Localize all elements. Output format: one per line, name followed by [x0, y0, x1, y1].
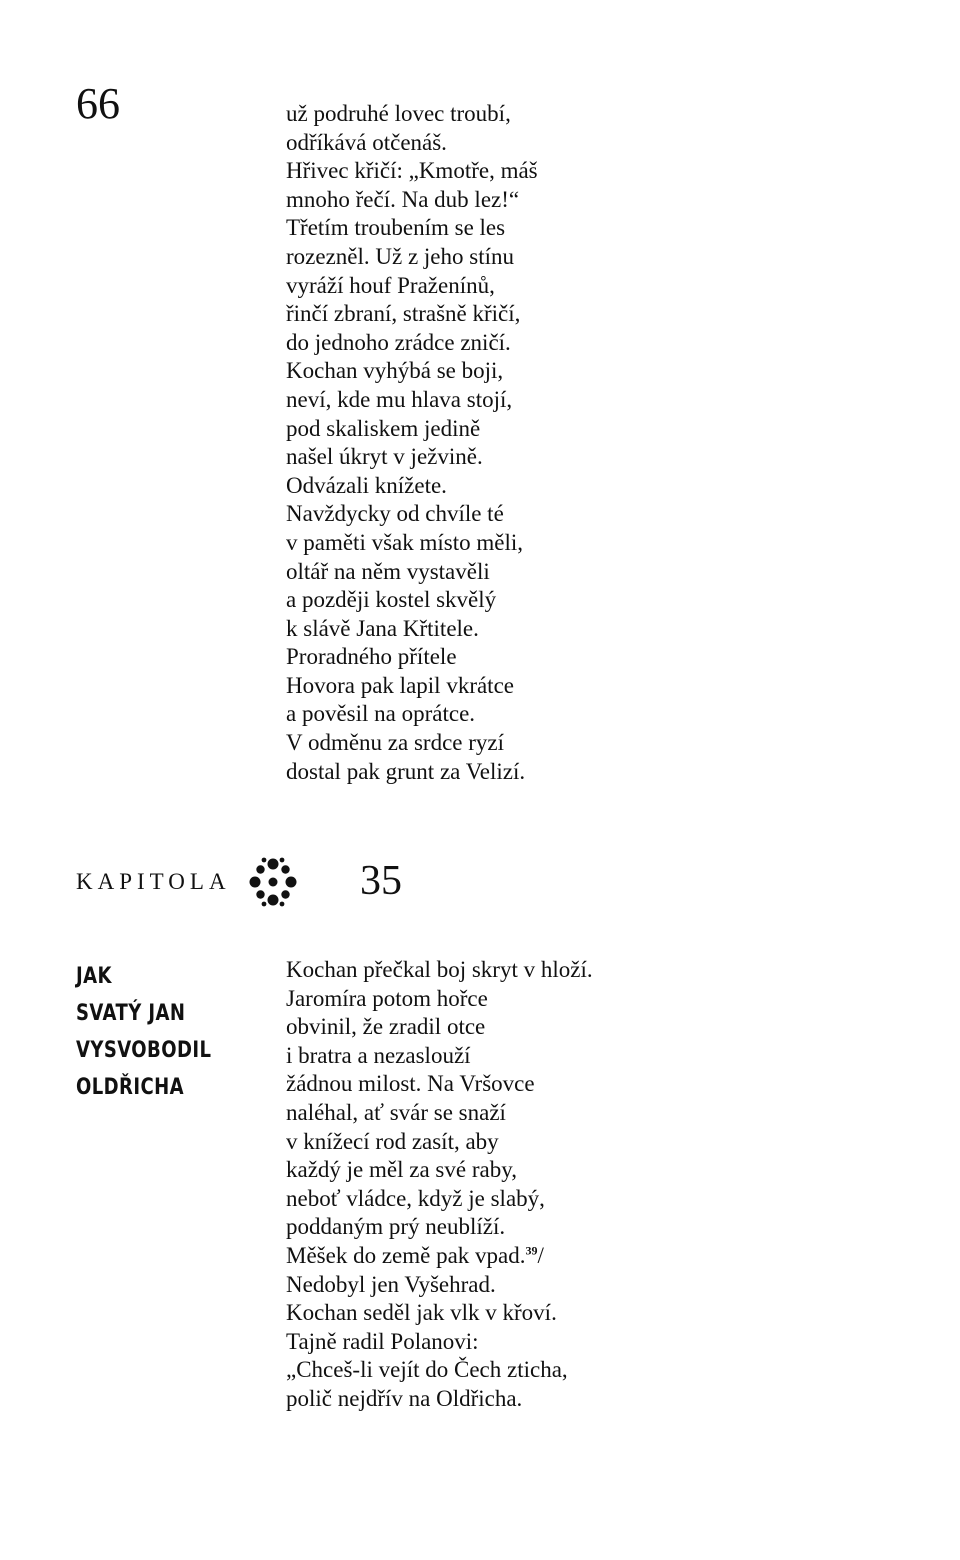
- verse-line: řinčí zbraní, strašně křičí,: [286, 301, 521, 327]
- verse-line: neví, kde mu hlava stojí,: [286, 386, 513, 412]
- chapter-title-line: SVATÝ JAN: [76, 1001, 186, 1026]
- chapter-heading: [76, 852, 299, 912]
- verse-line: Nedobyl jen Vyšehrad.: [286, 1271, 496, 1297]
- verse-block-bottom: [286, 956, 593, 1414]
- verse-line: Třetím troubením se les: [286, 215, 506, 241]
- verse-line: obvinil, že zradil otce: [286, 1014, 486, 1040]
- chapter-title-line: VYSVOBODIL: [76, 1038, 212, 1063]
- verse-line: naléhal, ať svár se snaží: [286, 1099, 506, 1125]
- verse-line: mnoho řečí. Na dub lez!“: [286, 186, 520, 212]
- verse-line: odříkává otčenáš.: [286, 129, 447, 155]
- verse-line: každý je měl za své raby,: [286, 1157, 517, 1183]
- verse-line: Hovora pak lapil vkrátce: [286, 672, 514, 698]
- verse-line: a pověsil na oprátce.: [286, 701, 476, 727]
- verse-line: Tajně radil Polanovi:: [286, 1328, 479, 1354]
- verse-line: rozezněl. Už z jeho stínu: [286, 243, 514, 269]
- verse-line: neboť vládce, když je slabý,: [286, 1185, 545, 1211]
- verse-line: Kochan seděl jak vlk v křoví.: [286, 1300, 557, 1326]
- verse-line: Kochan přečkal boj skryt v hloží.: [286, 957, 593, 982]
- verse-line: Hřivec křičí: „Kmotře, máš: [286, 158, 538, 184]
- verse-line: oltář na něm vystavěli: [286, 558, 490, 584]
- floral-ornament-icon: [247, 856, 299, 908]
- verse-line: vyráží houf Praženínů,: [286, 272, 495, 298]
- chapter-title: [76, 958, 211, 1106]
- verse-line: dostal pak grunt za Velizí.: [286, 758, 526, 784]
- verse-line: a později kostel skvělý: [286, 587, 497, 613]
- verse-line: i bratra a nezaslouží: [286, 1042, 471, 1068]
- page-number: 66: [76, 79, 120, 128]
- verse-line: poddaným prý neublíží.: [286, 1214, 506, 1240]
- verse-line: polič nejdřív na Oldřicha.: [286, 1385, 523, 1411]
- verse-line: už podruhé lovec troubí,: [286, 101, 511, 126]
- verse-line: pod skaliskem jedině: [286, 415, 481, 441]
- verse-line: do jednoho zrádce zničí.: [286, 329, 511, 355]
- footnote-reference[interactable]: 39: [525, 1243, 538, 1258]
- verse-line: Kochan vyhýbá se boji,: [286, 358, 504, 384]
- verse-line: v paměti však místo měli,: [286, 529, 523, 555]
- verse-line: Proradného přítele: [286, 644, 457, 670]
- verse-line: Odvázali knížete.: [286, 472, 447, 498]
- chapter-title-line: OLDŘICHA: [76, 1075, 184, 1100]
- verse-line: našel úkryt v ježvině.: [286, 444, 483, 470]
- verse-line-suffix: /: [537, 1242, 544, 1268]
- verse-block-top: [286, 100, 538, 786]
- verse-line: Jaromíra potom hořce: [286, 985, 488, 1011]
- verse-line-with-footnote: [286, 1242, 593, 1271]
- chapter-title-line: JAK: [76, 964, 112, 989]
- verse-line: v knížecí rod zasít, aby: [286, 1128, 499, 1154]
- verse-line: Navždycky od chvíle té: [286, 501, 504, 527]
- verse-line: k slávě Jana Křtitele.: [286, 615, 479, 641]
- chapter-label: KAPITOLA: [76, 869, 231, 894]
- chapter-number: 35: [360, 858, 402, 904]
- verse-line: V odměnu za srdce ryzí: [286, 730, 504, 756]
- verse-line-text: Měšek do země pak vpad.: [286, 1242, 526, 1268]
- verse-line: žádnou milost. Na Vršovce: [286, 1071, 535, 1097]
- verse-line: „Chceš-li vejít do Čech zticha,: [286, 1357, 568, 1383]
